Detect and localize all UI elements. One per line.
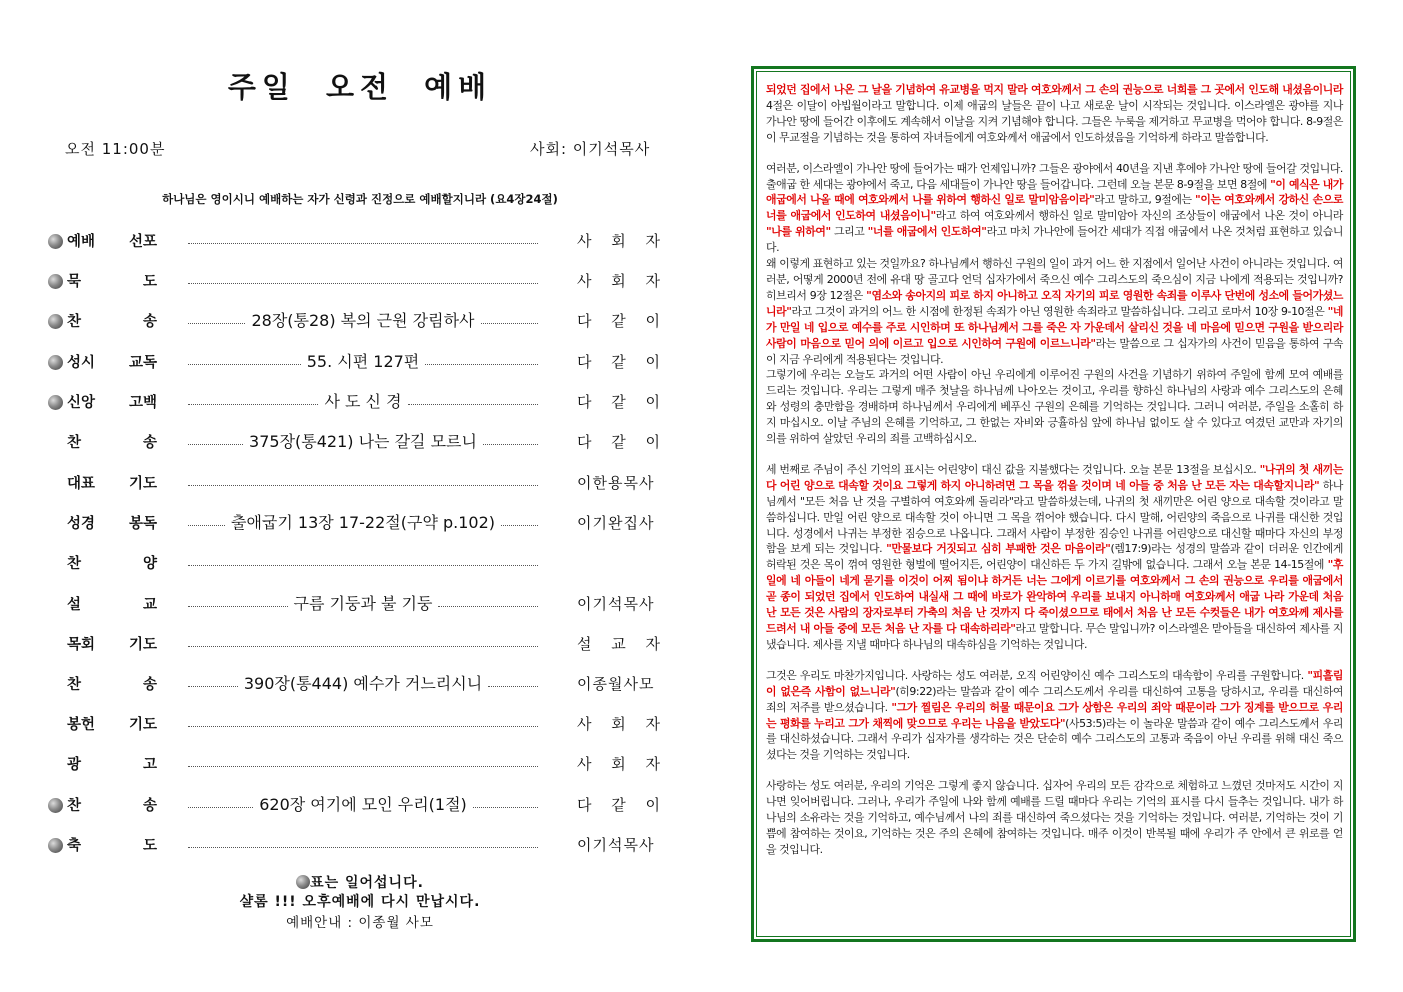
scripture-quote: 되었던 집에서 나온 그 날을 기념하여 유교병을 먹지 말라 여호와께서 그 손의 권능으로 너희를 그 곳에서 인도해 내셨음이니라 [766, 83, 1343, 96]
scripture-quote: "만물보다 거짓되고 심히 부패한 것은 마음이라" [886, 542, 1111, 556]
order-item-label-part: 양 [142, 556, 157, 572]
order-item-person: 다 같 이 [577, 312, 661, 330]
scripture-quote: "이는 여호와께서 강하신 손으로 너를 애굽에서 인도하여 내셨음이니" [766, 193, 1343, 223]
order-item [40, 227, 680, 257]
order-item-content: 390장(통444) 예수가 거느리시니 [243, 673, 483, 693]
dot-leader [488, 686, 538, 687]
paragraph-gap [766, 146, 1343, 161]
order-item-label [67, 270, 157, 291]
stand-bullet-icon [296, 875, 310, 889]
order-item-detail [188, 388, 538, 412]
scripture-verse: 하나님은 영이시니 예배하는 자가 신령과 진정으로 예배할지니라 (요4장24절) [162, 192, 558, 206]
scripture-quote: "너를 애굽에서 인도하여" [867, 225, 987, 239]
sermon-paragraph [766, 668, 1343, 763]
paragraph-gap [766, 653, 1343, 668]
order-item-label-part: 설 [67, 597, 82, 613]
dot-leader [188, 686, 238, 687]
order-item-detail [188, 348, 538, 372]
evening-service-note: 샬롬 !!! 오후예배에 다시 만납시다. [239, 894, 481, 910]
order-item-detail [188, 469, 538, 493]
sermon-text-run: (사53:5)라는 이 놀라운 말씀과 같이 예수 그리스도께서 우리를 대신하셨습니다. 그래서 우리가 십자가를 생각하는 것은 단순히 예수 그리스도의 고통과 죽음이 아닌 우리를 위해 대신 죽으셨다는 것을 기억하는 것입니다. [766, 716, 1343, 762]
order-item-label [67, 713, 157, 734]
dot-leader [188, 766, 538, 767]
order-item-detail [188, 509, 538, 533]
order-item-label-part: 찬 [67, 798, 82, 814]
sermon-paragraph [766, 367, 1343, 447]
order-item-person: 사 회 자 [577, 715, 661, 733]
order-item-label [67, 310, 157, 331]
sermon-text-run: 왜 이렇게 표현하고 있는 것일까요? 하나님께서 행하신 구원의 일이 과거 어느 한 지점에서 일어난 사건이 아니라는 것입니다. 여러분, 어떻게 2000년 전에 유대 땅 골고다 언덕 십자가에서 죽으신 예수 그리스도의 죽으심이 지금 나에게 적용되는 것입니까? 히브리서 9장 12절은 [766, 257, 1343, 302]
order-item-label-part: 대표 [67, 476, 96, 492]
sermon-paragraph [766, 462, 1343, 653]
order-item-detail [188, 710, 538, 734]
order-item-content: 28장(통28) 복의 근원 강림하사 [251, 310, 475, 330]
order-item [40, 509, 680, 539]
order-item-label-part: 교 [142, 597, 157, 613]
stand-bullet-icon [48, 395, 63, 410]
dot-leader [188, 646, 538, 647]
order-item-label-part: 기도 [128, 476, 157, 492]
order-item-label-part: 기도 [128, 717, 157, 733]
order-item [40, 670, 680, 700]
order-item-detail [188, 428, 538, 452]
dot-leader [438, 606, 538, 607]
dot-leader [501, 525, 538, 526]
order-item [40, 469, 680, 499]
sermon-text-run: (히9:22)라는 말씀과 같이 예수 그리스도께서 우리를 대신하여 고통을 당하시고, 우리를 대신하여 죄의 저주를 받으셨습니다. [766, 684, 1343, 714]
order-item-content: 구름 기둥과 불 기둥 [293, 593, 433, 613]
order-item-label-part: 찬 [67, 677, 82, 693]
order-item-detail [188, 307, 538, 331]
order-item-content: 사 도 신 경 [324, 391, 402, 411]
dot-leader [408, 404, 538, 405]
order-item [40, 750, 680, 780]
order-item [40, 428, 680, 458]
order-item-label-part: 고백 [128, 395, 157, 411]
order-item [40, 710, 680, 740]
order-item-person: 다 같 이 [577, 393, 661, 411]
order-item-person: 사 회 자 [577, 755, 661, 773]
order-item-label-part: 교독 [128, 355, 157, 371]
order-item-content: 출애굽기 13장 17-22절(구약 p.102) [230, 512, 496, 532]
order-item-label-part: 선포 [128, 234, 157, 250]
dot-leader [188, 364, 301, 365]
order-item-person: 이기석목사 [577, 836, 655, 854]
dot-leader [188, 323, 245, 324]
dot-leader [473, 807, 538, 808]
order-item-detail [188, 227, 538, 251]
sermon-text-run: 하나님께서 "모든 처음 난 것을 구별하여 여호와께 돌리라"라고 말씀하셨는데, 나귀의 첫 새끼만은 어린 양으로 대속할 것이라고 말씀하십니다. 만일 어린 양으로 대속할 것이 아니면 그 목을 꺾어야 했습니다. 다시 말해, 어린양의 죽음으로 나귀를 대신한 것입니다. 성경에서 나귀는 부정한 짐승으로 나옵니다. 그래서 사람이 부정한 짐승인 나귀를 어린양으로 대신할 때마다 자신의 부정함을 보게 되는 것입니다. [766, 478, 1343, 556]
sermon-text-run: 여러분, 이스라엘이 가나안 땅에 들어가는 때가 언제입니까? 그들은 광야에서 40년을 지낸 후에야 가나안 땅에 들어갈 것입니다. 출애굽 한 세대는 광야에서 죽고, 다음 세대들이 가나안 땅을 들어갑니다. 그런데 오늘 본문 8-9절을 보면 8절에 [766, 161, 1343, 191]
order-item-label-part: 고 [142, 757, 157, 773]
order-item-label-part: 송 [142, 677, 157, 693]
order-item-detail [188, 791, 538, 815]
order-item-detail [188, 630, 538, 654]
order-item-content: 375장(통421) 나는 갈길 모르니 [249, 431, 477, 451]
sermon-paragraph [766, 161, 1343, 256]
order-item-label [67, 834, 157, 855]
dot-leader [188, 807, 253, 808]
paragraph-gap [766, 763, 1343, 778]
order-item-label-part: 찬 [67, 435, 82, 451]
order-item-person: 사 회 자 [577, 272, 661, 290]
sermon-text-run: 사랑하는 성도 여러분, 우리의 기억은 그렇게 좋지 않습니다. 십자어 우리의 모든 감각으로 체험하고 느꼈던 것마저도 시간이 지나면 잊어버립니다. 그러나, 우리가 주일에 나와 함께 예배를 드릴 때마다 우리는 기억의 표시를 다시 들추는 것입니다. 내가 하나님의 소유라는 것을 기억하고, 예수님께서 나의 죄를 대신하여 죽으셨다는 것을 기억하는 것입니다. 여러분, 기억하는 것이 기쁨에 참여하는 것이요, 기억하는 것은 주의 은혜에 참여하는 것입니다. 매주 이것이 반복될 때에 우리가 주 안에서 큰 위로를 얻을 것입니다. [766, 779, 1343, 856]
order-item [40, 307, 680, 337]
paragraph-gap [766, 447, 1343, 462]
order-item-label [67, 633, 157, 654]
sermon-text-run: 4절은 이달이 아빕월이라고 말합니다. 이제 애굽의 날들은 끝이 나고 새로운 날이 시작되는 것입니다. 이스라엘은 광야를 지나 가나안 땅에 들어간 이후에도 계속해서 이날을 지켜 기념해야 합니다. 그들은 누룩을 제거하고 무교병을 먹어야 합니다. 8-9절은 이 무교절을 기념하는 것을 통하여 자녀들에게 여호와께서 애굽에서 인도하셨음을 기억하게 하라고 말씀합니다. [766, 98, 1343, 144]
order-item [40, 267, 680, 297]
order-item-label [67, 593, 157, 614]
order-item-label-part: 송 [142, 435, 157, 451]
order-item-person: 설 교 자 [577, 635, 661, 653]
order-item-detail [188, 549, 538, 573]
sermon-page [751, 66, 1356, 942]
order-of-worship-page [40, 60, 680, 960]
order-item-detail [188, 670, 538, 694]
stand-bullet-icon [48, 234, 63, 249]
order-item-label [67, 351, 157, 372]
scripture-quote: "나귀의 첫 새끼는 다 어린 양으로 대속할 것이요 그렇게 하지 아니하려면 그 목을 꺾을 것이며 네 아들 중 처음 난 모든 자는 대속할지니라" [766, 462, 1344, 492]
order-item [40, 388, 680, 418]
stand-note [40, 872, 680, 892]
order-item [40, 791, 680, 821]
order-item-person: 이종월사모 [577, 675, 655, 693]
order-item-label [67, 230, 157, 251]
presider: 사회: 이기석목사 [530, 140, 651, 158]
order-item-detail [188, 750, 538, 774]
stand-note-text: 표는 일어섭니다. [310, 875, 424, 891]
order-item-label-part: 목회 [67, 637, 96, 653]
order-item-label-part: 예배 [67, 234, 96, 250]
order-item-label-part: 찬 [67, 314, 82, 330]
order-item-person: 다 같 이 [577, 433, 661, 451]
service-time: 오전 11:00분 [65, 140, 166, 158]
order-item-label-part: 송 [142, 314, 157, 330]
order-item-label-part: 광 [67, 757, 82, 773]
order-item-person: 이기완집사 [577, 514, 655, 532]
sermon-text-run: 세 번째로 주님이 주신 기억의 표시는 어린양이 대신 값을 지불했다는 것입니다. 오늘 본문 13절을 보십시오. [766, 462, 1260, 476]
order-item-label-part: 봉헌 [67, 717, 96, 733]
order-item-label-part: 찬 [67, 556, 82, 572]
order-item-person: 다 같 이 [577, 796, 661, 814]
order-item-label-part: 송 [142, 798, 157, 814]
order-item-person: 이기석목사 [577, 595, 655, 613]
stand-bullet-icon [48, 314, 63, 329]
order-item [40, 590, 680, 620]
order-item-label [67, 512, 157, 533]
order-item-content: 620장 여기에 모인 우리(1절) [259, 794, 467, 814]
stand-bullet-icon [48, 355, 63, 370]
order-item-label-part: 도 [142, 838, 157, 854]
dot-leader [188, 283, 538, 284]
dot-leader [188, 726, 538, 727]
sermon-text-run: (렘17:9)라는 성경의 말씀과 같이 더러운 인간에게 허락된 것은 목이 꺾여 영원한 형벌에 떨어지든, 어린양이 대신하든 두 가지 길밖에 없습니다. 그래서 오늘 본문 14-15절에 [766, 542, 1344, 572]
sermon-text-run: 그것은 우리도 마찬가지입니다. 사랑하는 성도 여러분, 오직 어린양이신 예수 그리스도의 대속함이 우리를 구원합니다. [766, 668, 1308, 682]
dot-leader [483, 444, 538, 445]
page-title: 주일 오전 예배 [227, 70, 493, 104]
order-item-label-part: 축 [67, 838, 82, 854]
sermon-paragraph [766, 778, 1343, 858]
dot-leader [481, 323, 538, 324]
order-item-label [67, 391, 157, 412]
order-item-label-part: 기도 [128, 637, 157, 653]
order-item [40, 630, 680, 660]
order-item-label [67, 552, 157, 573]
dot-leader [188, 565, 538, 566]
sermon-paragraph [766, 82, 1343, 146]
order-item-detail [188, 590, 538, 614]
sermon-text-run: 라고 그것이 과거의 어느 한 시점에 한정된 속죄가 아닌 영원한 속죄라고 말씀하십니다. 그리고 로마서 10장 9-10절은 [791, 304, 1328, 318]
order-item [40, 549, 680, 579]
dot-leader [188, 847, 538, 848]
stand-bullet-icon [48, 274, 63, 289]
dot-leader [188, 525, 225, 526]
order-item-label [67, 431, 157, 452]
order-item-person: 다 같 이 [577, 353, 661, 371]
scripture-quote: "피흘림이 없은즉 사함이 없느니라" [766, 668, 1343, 698]
sermon-text-run: 라고 마치 가나안에 들어간 세대가 직접 애굽에서 나온 것처럼 표현하고 있습니다. [766, 225, 1343, 255]
worship-guide-note: 예배안내 : 이종월 사모 [286, 915, 434, 931]
scripture-quote: "그가 찔림은 우리의 허물 때문이요 그가 상함은 우리의 죄악 때문이라 그가 징계를 받으므로 우리는 평화를 누리고 그가 채찍에 맞으므로 우리는 나음을 받았도다" [766, 700, 1343, 730]
order-item-label-part: 성경 [67, 516, 96, 532]
sermon-text-run: 그렇기에 우리는 오늘도 과거의 어떤 사람이 아닌 우리에게 이루어진 구원의 사건을 기념하기 위하여 주일에 함께 모여 예배를 드리는 것입니다. 우리는 그렇게 매주 첫날을 하나님께 나아오는 것이고, 우리를 향하신 하나님의 사랑과 예수 그리스도의 은혜와 성령의 충만함을 경배하며 하나님께서 우리에게 베푸신 구원의 은혜를 기억하는 것입니다. 그러니 여러분, 주일을 소홀히 하지 마십시오. 이날 주님의 은혜를 기억하고, 그 한없는 자비와 긍휼하심 앞에 하나님 없이도 살 수 있다고 여겼던 교만과 자기의 의를 위하여 살았던 우리의 죄를 고백하십시오. [766, 368, 1343, 446]
sermon-text-run: 라고 말하고, 9절에는 [1094, 193, 1196, 207]
sermon-paragraph [766, 256, 1343, 367]
order-item-content: 55. 시편 127편 [306, 351, 420, 371]
order-item-label [67, 673, 157, 694]
sermon-text [756, 71, 1351, 937]
order-item-detail [188, 831, 538, 855]
order-item-person: 이한용목사 [577, 474, 655, 492]
order-item-label-part: 봉독 [128, 516, 157, 532]
order-item-label [67, 794, 157, 815]
scripture-quote: "염소와 송아지의 피로 하지 아니하고 오직 자기의 피로 영원한 속죄를 이루사 단번에 성소에 들어가셨느니라" [766, 288, 1343, 318]
scripture-quote: "네가 만일 네 입으로 예수를 주로 시인하며 또 하나님께서 그를 죽은 자 가운데서 살리신 것을 네 마음에 믿으면 구원을 받으리라 사람이 마음으로 믿어 의에 이르고 입으로 시인하여 구원에 이르느니라" [766, 304, 1343, 350]
sermon-text-run: 라고 말합니다. 무슨 말입니까? 이스라엘은 맏아들을 대신하여 제사를 지냈습니다. 제사를 지낼 때마다 하나님의 대속하심을 기억하는 것입니다. [766, 622, 1343, 651]
sermon-text-run: 라고 하여 여호와께서 행하신 일로 말미암아 자신의 조상들이 애굽에서 나온 것이 아니라 [935, 209, 1343, 223]
dot-leader [188, 485, 538, 486]
order-item-label [67, 472, 157, 493]
order-item-label-part: 묵 [67, 274, 82, 290]
sermon-text-run: 라는 말씀으로 그 십자가의 사건이 믿음을 통하여 구속이 지금 우리에게 적용된다는 것입니다. [766, 336, 1343, 366]
order-item-label-part: 도 [142, 274, 157, 290]
dot-leader [188, 243, 538, 244]
scripture-quote: "이 예식은 내가 애굽에서 나올 때에 여호와께서 나를 위하여 행하신 일로 말미암음이라" [766, 177, 1343, 207]
dot-leader [188, 606, 288, 607]
order-item-label [67, 753, 157, 774]
stand-bullet-icon [48, 798, 63, 813]
order-item [40, 348, 680, 378]
dot-leader [425, 364, 538, 365]
scripture-quote: "후일에 네 아들이 네게 묻기를 이것이 어찌 됨이냐 하거든 너는 그에게 이르기를 여호와께서 그 손의 권능으로 우리를 애굽에서 곧 종이 되었던 집에서 인도하여 내실새 그 때에 바로가 완악하여 우리를 보내지 아니하매 여호와께서 애굽 나라 가운데 처음 난 모든 것은 사람의 장자로부터 가축의 처음 난 것까지 다 죽이셨으므로 태에서 처음 난 모든 수컷들은 내가 여호와께 제사를 드려서 내 아들 중에 모든 처음 난 자를 다 대속하리라" [766, 558, 1343, 635]
order-item-detail [188, 267, 538, 291]
scripture-quote: "나를 위하여" [766, 225, 831, 239]
order-item [40, 831, 680, 861]
dot-leader [188, 444, 243, 445]
dot-leader [188, 404, 318, 405]
order-item-label-part: 신앙 [67, 395, 96, 411]
sermon-text-run: 그리고 [830, 225, 868, 239]
order-item-label-part: 성시 [67, 355, 96, 371]
stand-bullet-icon [48, 838, 63, 853]
order-item-person: 사 회 자 [577, 232, 661, 250]
